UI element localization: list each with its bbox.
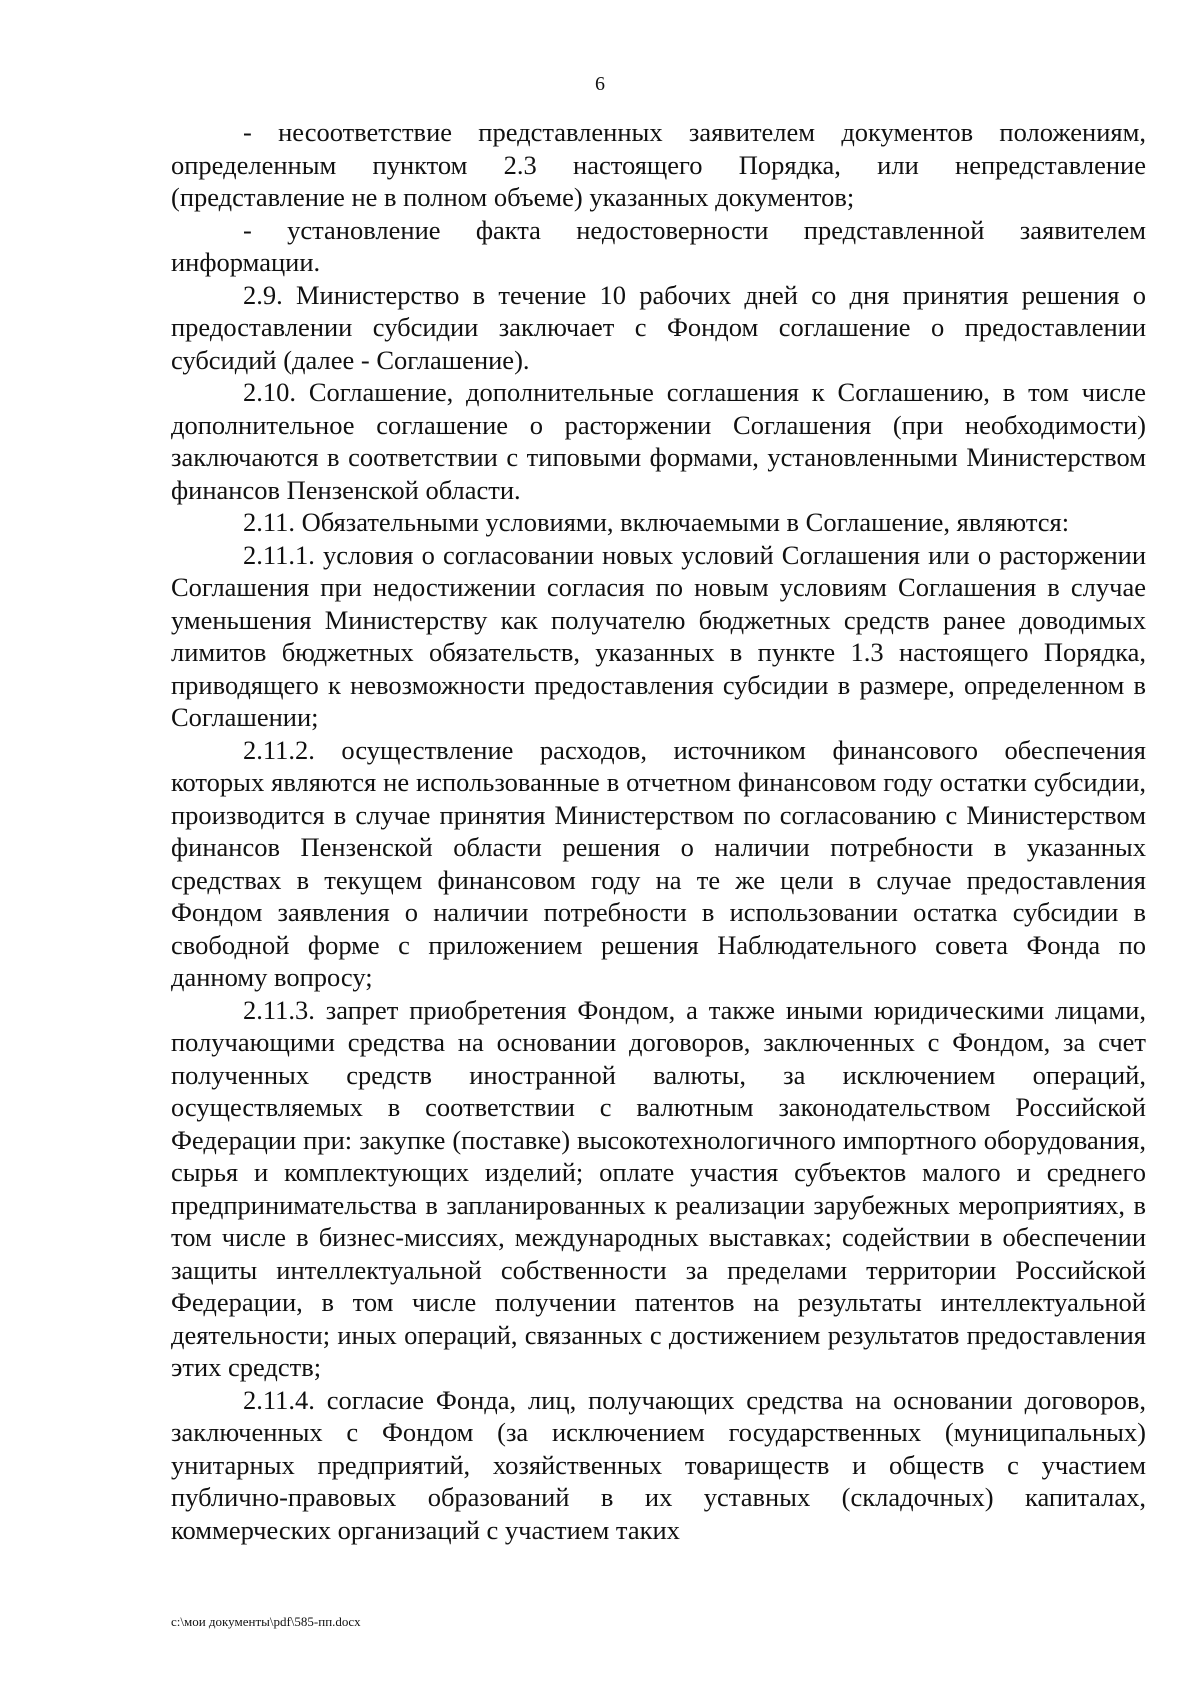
paragraph-2-11-3: 2.11.3. запрет приобретения Фондом, а также иными юридическими лицами, получающими средства на основании договоров, заключенных с Фондом, за счет полученных средств иностранной валюты, за исключением операций, осуществляемых в соответствии с валютным законодательством Российской Федерации при: закупке (поставке) высокотехнологичного импортного оборудования, сырья и комплектующих изделий; оплате участия субъектов малого и среднего предпринимательства в запланированных к реализации зарубежных мероприятиях, в том числе в бизнес-миссиях, международных выставках; содействии в обеспечении защиты интеллектуальной собственности за пределами территории Российской Федерации, в том числе получении патентов на результаты интеллектуальной деятельности; иных операций, связанных с достижением результатов предоставления этих средств;: [171, 994, 1146, 1382]
paragraph-2-11-2: 2.11.2. осуществление расходов, источником финансового обеспечения которых являются не использованные в отчетном финансовом году остатки субсидии, производится в случае принятия Министерством по согласованию с Министерством финансов Пензенской области решения о наличии потребности в указанных средствах в текущем финансовом году на те же цели в случае предоставления Фондом заявления о наличии потребности в использовании остатка субсидии в свободной форме с приложением решения Наблюдательного совета Фонда по данному вопросу;: [171, 734, 1146, 992]
paragraph-2-11-1: 2.11.1. условия о согласовании новых условий Соглашения или о расторжении Соглашения при недостижении согласия по новым условиям Соглашения в случае уменьшения Министерству как получателю бюджетных средств ранее доводимых лимитов бюджетных обязательств, указанных в пункте 1.3 настоящего Порядка, приводящего к невозможности предоставления субсидии в размере, определенном в Соглашении;: [171, 539, 1146, 732]
paragraph-2-11-4: 2.11.4. согласие Фонда, лиц, получающих средства на основании договоров, заключенных с Фондом (за исключением государственных (муниципальных) унитарных предприятий, хозяйственных товариществ и обществ с участием публично-правовых образований в их уставных (складочных) капиталах, коммерческих организаций с участием таких: [171, 1384, 1146, 1545]
document-body: [171, 116, 1146, 1546]
paragraph-2-11: 2.11. Обязательными условиями, включаемыми в Соглашение, являются:: [243, 507, 1070, 537]
page-number: 6: [595, 73, 605, 95]
paragraph-false-information: - установление факта недостоверности представленной заявителем информации.: [171, 214, 1146, 277]
footer-file-path: c:\мои документы\pdf\585-пп.docx: [171, 1614, 361, 1629]
paragraph-2-9: 2.9. Министерство в течение 10 рабочих дней со дня принятия решения о предоставлении субсидии заключает с Фондом соглашение о предоставлении субсидий (далее - Соглашение).: [171, 279, 1146, 375]
paragraph-2-10: 2.10. Соглашение, дополнительные соглашения к Соглашению, в том числе дополнительное соглашение о расторжении Соглашения (при необходимости) заключаются в соответствии с типовыми формами, установленными Министерством финансов Пензенской области.: [171, 377, 1146, 505]
paragraph-noncompliance: - несоответствие представленных заявителем документов положениям, определенным пунктом 2.3 настоящего Порядка, или непредставление (представление не в полном объеме) указанных документов;: [171, 117, 1146, 212]
